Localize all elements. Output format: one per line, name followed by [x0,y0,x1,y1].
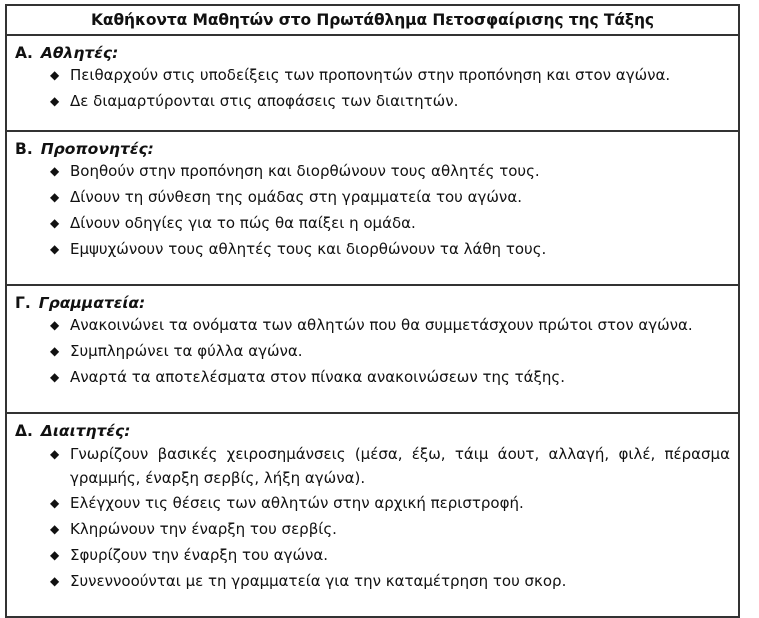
diamond-bullet-icon: ◆ [50,522,60,536]
section-letter: Δ. [15,422,33,440]
list-item [15,236,730,262]
list-item-text: Δίνουν τη σύνθεση της ομάδας στη γραμματεία του αγώνα. [70,188,522,206]
duty-list [15,158,730,262]
list-item-text: Σφυρίζουν την έναρξη του αγώνα. [70,546,329,564]
diamond-bullet-icon: ◆ [50,94,60,108]
section-heading [15,286,730,312]
list-item-text: Ελέγχουν τις θέσεις των αθλητών στην αρχική περιστροφή. [70,494,524,512]
section-letter: Β. [15,140,33,158]
section-heading [15,36,730,62]
diamond-bullet-icon: ◆ [50,447,60,461]
list-item-text: Πειθαρχούν στις υποδείξεις των προπονητών στην προπόνηση και στον αγώνα. [70,66,671,84]
list-item [15,184,730,210]
duty-list [15,62,730,114]
list-item-text: Βοηθούν στην προπόνηση και διορθώνουν τους αθλητές τους. [70,162,540,180]
section-letter: Α. [15,44,33,62]
duties-table [5,4,740,618]
diamond-bullet-icon: ◆ [50,548,60,562]
list-item-text: Συμπληρώνει τα φύλλα αγώνα. [70,342,303,360]
diamond-bullet-icon: ◆ [50,344,60,358]
list-item-text: Αναρτά τα αποτελέσματα στον πίνακα ανακοινώσεων της τάξης. [70,368,565,386]
duty-list [15,440,730,594]
diamond-bullet-icon: ◆ [50,68,60,82]
list-item [15,338,730,364]
diamond-bullet-icon: ◆ [50,216,60,230]
list-item-text: Συνεννοούνται με τη γραμματεία για την καταμέτρηση του σκορ. [70,572,567,590]
section-title: Γραμματεία: [38,294,146,312]
section-athletes [7,36,738,132]
diamond-bullet-icon: ◆ [50,318,60,332]
section-heading [15,132,730,158]
list-item [15,490,730,516]
section-heading [15,414,730,440]
table-title: Καθήκοντα Μαθητών στο Πρωτάθλημα Πετοσφαίρισης της Τάξης [7,6,738,36]
section-referees [7,414,738,616]
section-letter: Γ. [15,294,31,312]
section-coaches [7,132,738,286]
diamond-bullet-icon: ◆ [50,370,60,384]
list-item [15,158,730,184]
list-item-text: Κληρώνουν την έναρξη του σερβίς. [70,520,337,538]
list-item [15,364,730,390]
list-item [15,312,730,338]
list-item-text: Δε διαμαρτύρονται στις αποφάσεις των διαιτητών. [70,92,459,110]
list-item [15,62,730,88]
section-secretariat [7,286,738,414]
list-item [15,568,730,594]
list-item-text: Γνωρίζουν βασικές χειροσημάνσεις (μέσα, έξω, τάιμ άουτ, αλλαγή, φιλέ, πέρασμα γραμμής, έναρξη σερβίς, λήξη αγώνα). [70,445,730,487]
list-item [15,542,730,568]
diamond-bullet-icon: ◆ [50,574,60,588]
list-item [15,88,730,114]
list-item-text: Δίνουν οδηγίες για το πώς θα παίξει η ομάδα. [70,214,416,232]
list-item [15,210,730,236]
diamond-bullet-icon: ◆ [50,190,60,204]
section-title: Προπονητές: [40,140,154,158]
diamond-bullet-icon: ◆ [50,242,60,256]
section-title: Διαιτητές: [40,422,131,440]
section-title: Αθλητές: [40,44,119,62]
list-item [15,516,730,542]
duty-list [15,312,730,390]
diamond-bullet-icon: ◆ [50,164,60,178]
list-item-text: Ανακοινώνει τα ονόματα των αθλητών που θα συμμετάσχουν πρώτοι στον αγώνα. [70,316,693,334]
list-item [15,440,730,490]
list-item-text: Εμψυχώνουν τους αθλητές τους και διορθώνουν τα λάθη τους. [70,240,547,258]
diamond-bullet-icon: ◆ [50,496,60,510]
